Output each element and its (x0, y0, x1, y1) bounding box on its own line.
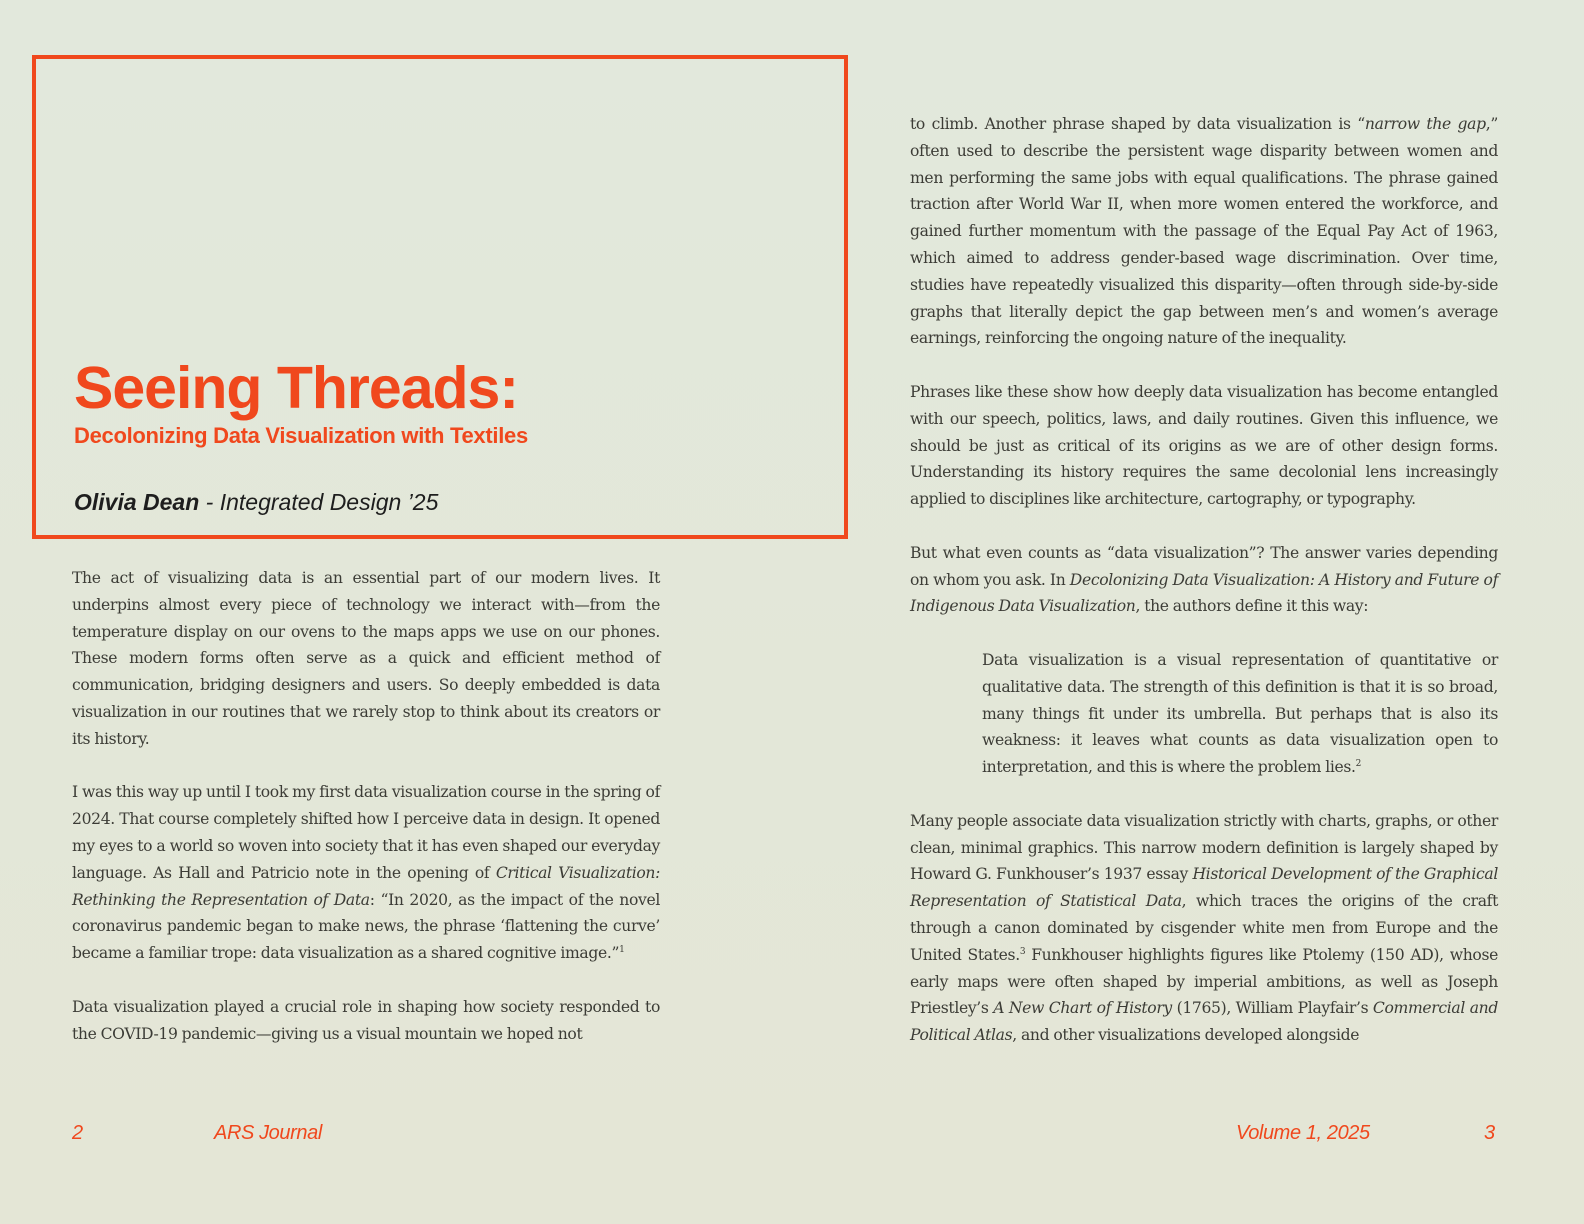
page-number-right: 3 (1484, 1122, 1495, 1144)
footnote-marker: 3 (1019, 946, 1026, 957)
right-column (910, 111, 1498, 1076)
title-box (32, 55, 848, 539)
text-run: ,” often used to describe the persistent wage disparity between women and men performing the same jobs with equal qualifications. The phrase gained traction after World War II, when more women entered the workforce, and gained further momentum with the passage of the Equal Pay Act of 1963, which aimed to address gender-based wage discrimination. Over time, studies have repeatedly visualized this disparity—often through side-by-side graphs that literally depict the gap between men’s and women’s average earnings, reinforcing the ongoing nature of the inequality. (910, 115, 1498, 348)
paragraph (910, 540, 1498, 620)
text-run: Many people associate data visualization strictly with charts, graphs, or other clean, minimal graphics. This narrow modern definition is largely shaped by Howard G. Funkhouser’s 1937 essay (910, 811, 1498, 884)
text-run: : “In 2020, as the impact of the novel coronavirus pandemic began to make news, the phrase ‘flattening the curve’ became a familiar trope: data visualization as a shared cognitive image.” (72, 890, 660, 963)
footnote-marker: 1 (619, 944, 625, 955)
quote-text: Data visualization is a visual representation of quantitative or qualitative data. The strength of this definition is that it is so broad, many things fit under its umbrella. But perhaps that is also its weakness: it leaves what counts as data visualization open to interpretation, and this is where the problem lies. (982, 650, 1498, 777)
text-run: , and other visualizations developed alongside (1012, 1026, 1360, 1045)
text-run: , the authors define it this way: (1135, 597, 1369, 616)
text-run: I was this way up until I took my first data visualization course in the spring of 2024. That course completely shifted how I perceive data in design. It opened my eyes to a world so woven into society that it has even shaped our everyday language. As Hall and Patricio note in the opening of (72, 783, 660, 882)
text-run: to climb. Another phrase shaped by data visualization is “ (910, 115, 1365, 133)
paragraph (910, 111, 1498, 352)
cited-title: Historical Development of the Graphical Representation of Statistical Data (910, 865, 1498, 911)
cited-title: Critical Visualization: Rethinking the Representation of Data (72, 863, 661, 909)
paragraph: Data visualization played a crucial role in shaping how society responded to the COVID-19 pandemic—giving us a visual mountain we hoped not (72, 997, 660, 1043)
cited-title: Commercial and Political Atlas (910, 999, 1498, 1045)
emphasized-phrase: narrow the gap (1364, 115, 1486, 133)
paragraph: Phrases like these show how deeply data visualization has become entangled with our speech, politics, laws, and daily routines. Given this influence, we should be just as critical of its origins as we are of other design forms. Understanding its history requires the same decolonial lens increasingly applied to disciplines like architecture, cartography, or typography. (910, 382, 1498, 509)
page-number-left: 2 (72, 1122, 83, 1144)
article-subtitle: Decolonizing Data Visualization with Textiles (74, 423, 528, 448)
byline (74, 491, 438, 514)
paragraph: The act of visualizing data is an essential part of our modern lives. It underpins almost every piece of technology we interact with—from the temperature display on our ovens to the maps apps we use on our phones. These modern forms often serve as a quick and efficient method of communication, bridging designers and users. So deeply embedded is data visualization in our routines that we rarely stop to think about its creators or its history. (72, 569, 660, 748)
author-program: - Integrated Design ’25 (199, 489, 439, 515)
cited-title: A New Chart of History (993, 999, 1172, 1018)
text-run: Funkhouser highlights figures like Ptolemy (150 AD), whose early maps were often shaped by imperial ambitions, as well as Joseph Priestley’s (910, 945, 1498, 1018)
footnote-marker: 2 (1355, 758, 1362, 769)
text-run: (1765), William Playfair’s (1171, 999, 1373, 1018)
paragraph (72, 779, 660, 967)
volume-label: Volume 1, 2025 (1236, 1122, 1370, 1144)
block-quote (982, 647, 1498, 781)
article-title: Seeing Threads: (74, 355, 519, 421)
left-column (72, 565, 660, 1074)
cited-title: Decolonizing Data Visualization: A History and Future of Indigenous Data Visualization (910, 570, 1498, 616)
text-run: But what even counts as “data visualization”? The answer varies depending on whom you ask. In (910, 543, 1498, 589)
author-name: Olivia Dean (74, 489, 200, 515)
journal-name: ARS Journal (214, 1122, 322, 1144)
paragraph (910, 808, 1498, 1049)
text-run: , which traces the origins of the craft through a canon dominated by cisgender white men from Europe and the United States. (910, 892, 1498, 964)
